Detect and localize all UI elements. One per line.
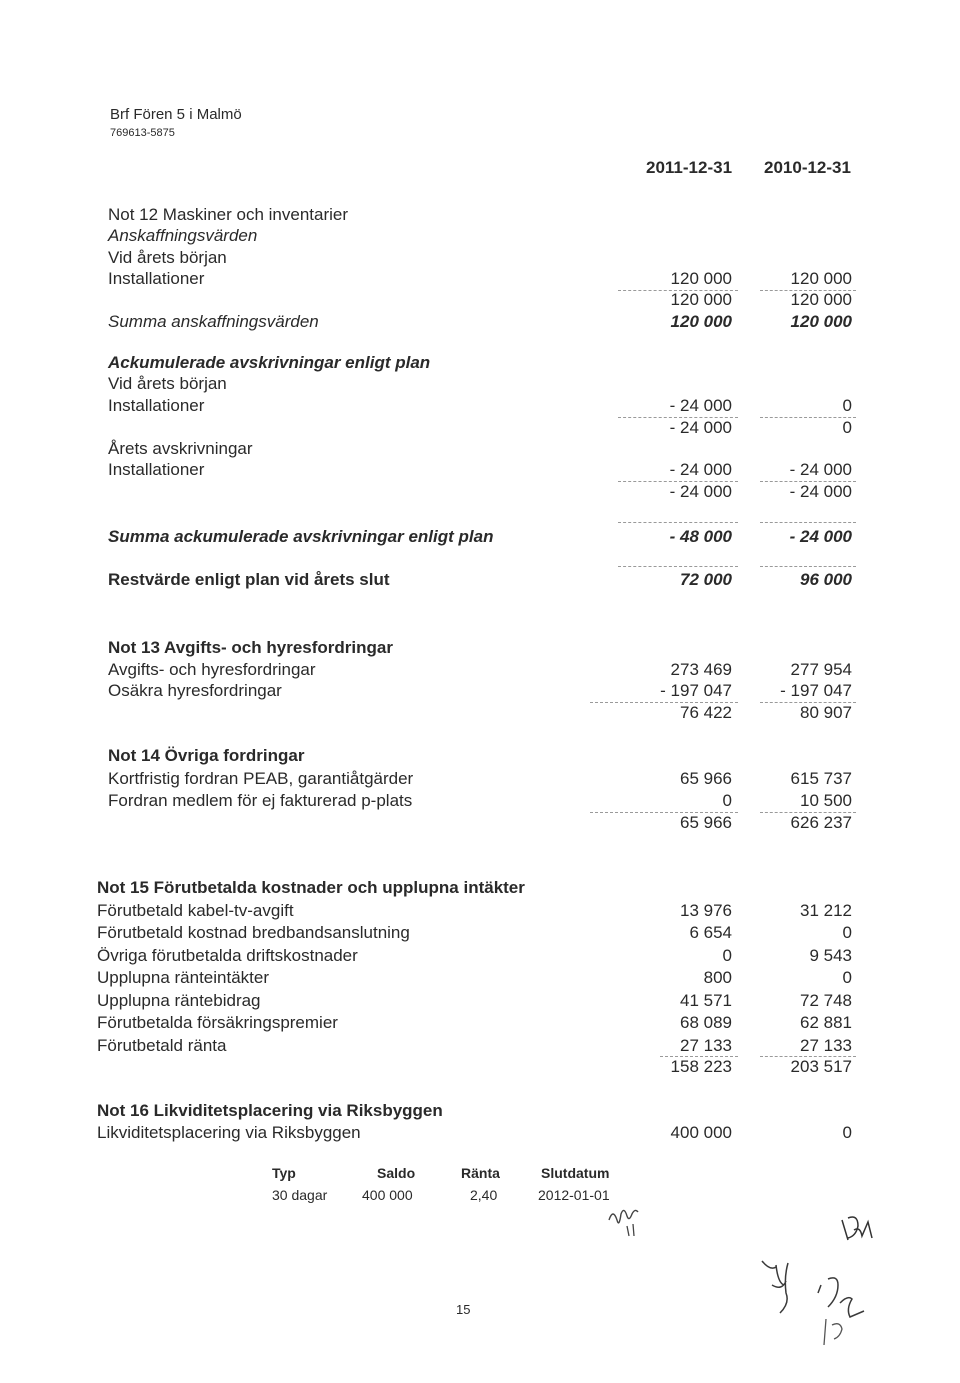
note15-row2-label: Förutbetald kostnad bredbandsanslutning bbox=[97, 923, 410, 942]
note14-row2-label: Fordran medlem för ej fakturerad p-plats bbox=[108, 791, 413, 810]
handwritten-initials-4 bbox=[810, 1263, 880, 1358]
note12-acq-sub-y1: 120 000 bbox=[670, 290, 732, 309]
note12-dep-inst2-label: Installationer bbox=[108, 460, 205, 479]
table-cell-typ: 30 dagar bbox=[272, 1187, 328, 1203]
note15-row2-y2: 0 bbox=[842, 923, 852, 942]
note12-dep-inst1-y2: 0 bbox=[842, 396, 852, 415]
note15-row5-y1: 41 571 bbox=[680, 991, 732, 1010]
note12-dep-sub1-y1: - 24 000 bbox=[669, 418, 732, 437]
note15-row1-y2: 31 212 bbox=[800, 901, 852, 920]
note12-acq-heading: Anskaffningsvärden bbox=[108, 226, 258, 245]
note12-acq-inst-label: Installationer bbox=[108, 269, 205, 288]
note14-row2-y2: 10 500 bbox=[800, 791, 852, 810]
table-cell-ranta: 2,40 bbox=[470, 1187, 498, 1203]
note12-line-g bbox=[618, 522, 738, 523]
note16-row-y1: 400 000 bbox=[670, 1123, 732, 1142]
note12-dep-inst1-label: Installationer bbox=[108, 396, 205, 415]
note12-line-h bbox=[760, 522, 856, 523]
note15-row4-y1: 800 bbox=[703, 968, 732, 987]
note12-dep-inst2-y1: - 24 000 bbox=[669, 460, 732, 479]
note15-row4-y2: 0 bbox=[842, 968, 852, 987]
note14-total-y1: 65 966 bbox=[680, 813, 732, 832]
note12-dep-sub2-y1: - 24 000 bbox=[669, 482, 732, 501]
table-header-slutdatum: Slutdatum bbox=[541, 1165, 610, 1181]
note15-total-y2: 203 517 bbox=[790, 1057, 852, 1076]
note15-row6-label: Förutbetalda försäkringspremier bbox=[97, 1013, 338, 1032]
column-header-2011: 2011-12-31 bbox=[646, 158, 733, 177]
note12-dep-year: Årets avskrivningar bbox=[108, 439, 253, 458]
column-header-2010: 2010-12-31 bbox=[764, 158, 851, 177]
note12-dep-sum-label: Summa ackumulerade avskrivningar enligt plan bbox=[108, 527, 494, 546]
note15-row1-label: Förutbetald kabel-tv-avgift bbox=[97, 901, 294, 920]
note12-dep-inst2-y2: - 24 000 bbox=[789, 460, 852, 479]
table-header-ranta: Ränta bbox=[461, 1165, 500, 1181]
note12-acq-sub-y2: 120 000 bbox=[790, 290, 852, 309]
note13-row2-y1: - 197 047 bbox=[660, 681, 732, 700]
table-header-typ: Typ bbox=[272, 1165, 296, 1181]
note12-residual-y1: 72 000 bbox=[680, 570, 732, 589]
note15-row3-y1: 0 bbox=[722, 946, 732, 965]
note12-title: Not 12 Maskiner och inventarier bbox=[108, 205, 349, 224]
note13-row2-label: Osäkra hyresfordringar bbox=[108, 681, 282, 700]
note12-acq-sum-label: Summa anskaffningsvärden bbox=[108, 312, 319, 331]
note12-residual-y2: 96 000 bbox=[800, 570, 852, 589]
note15-row1-y1: 13 976 bbox=[680, 901, 732, 920]
note15-row5-y2: 72 748 bbox=[800, 991, 852, 1010]
table-cell-slutdatum: 2012-01-01 bbox=[538, 1187, 610, 1203]
note12-acq-inst-y1: 120 000 bbox=[670, 269, 732, 288]
handwritten-initials-3 bbox=[758, 1255, 818, 1330]
note14-row1-y1: 65 966 bbox=[680, 769, 732, 788]
note13-row1-y2: 277 954 bbox=[790, 660, 852, 679]
note12-acq-sum-y2: 120 000 bbox=[790, 312, 852, 331]
note13-row1-label: Avgifts- och hyresfordringar bbox=[108, 660, 316, 679]
organization-number: 769613-5875 bbox=[110, 127, 175, 139]
note12-dep-sub2-y2: - 24 000 bbox=[789, 482, 852, 501]
note13-title: Not 13 Avgifts- och hyresfordringar bbox=[108, 638, 393, 657]
note15-row3-y2: 9 543 bbox=[809, 946, 852, 965]
note12-acq-start: Vid årets början bbox=[108, 248, 227, 267]
note15-row7-y1: 27 133 bbox=[680, 1036, 732, 1055]
note12-dep-inst1-y1: - 24 000 bbox=[669, 396, 732, 415]
table-header-saldo: Saldo bbox=[377, 1165, 416, 1181]
note12-acq-sum-y1: 120 000 bbox=[670, 312, 732, 331]
note12-dep-start: Vid årets början bbox=[108, 374, 227, 393]
note13-row1-y1: 273 469 bbox=[670, 660, 732, 679]
note12-residual-label: Restvärde enligt plan vid årets slut bbox=[108, 570, 390, 589]
note15-row3-label: Övriga förutbetalda driftskostnader bbox=[97, 946, 358, 965]
note12-dep-heading: Ackumulerade avskrivningar enligt plan bbox=[108, 353, 431, 372]
note16-row-label: Likviditetsplacering via Riksbyggen bbox=[97, 1123, 361, 1142]
note16-row-y2: 0 bbox=[842, 1123, 852, 1142]
note12-line-i bbox=[618, 566, 738, 567]
note15-total-y1: 158 223 bbox=[670, 1057, 732, 1076]
note13-total-y1: 76 422 bbox=[680, 703, 732, 722]
note12-line-j bbox=[760, 566, 856, 567]
note12-dep-sum-y1: - 48 000 bbox=[669, 527, 732, 546]
note15-row6-y2: 62 881 bbox=[800, 1013, 852, 1032]
note13-total-y2: 80 907 bbox=[800, 703, 852, 722]
handwritten-initials-1 bbox=[605, 1200, 645, 1245]
note15-row6-y1: 68 089 bbox=[680, 1013, 732, 1032]
page-number: 15 bbox=[456, 1302, 471, 1317]
note12-acq-inst-y2: 120 000 bbox=[790, 269, 852, 288]
note16-title: Not 16 Likviditetsplacering via Riksbyggen bbox=[97, 1101, 443, 1120]
note15-row4-label: Upplupna ränteintäkter bbox=[97, 968, 270, 987]
note12-dep-sub1-y2: 0 bbox=[842, 418, 852, 437]
note14-row1-y2: 615 737 bbox=[790, 769, 852, 788]
note13-row2-y2: - 197 047 bbox=[780, 681, 852, 700]
note15-row7-label: Förutbetald ränta bbox=[97, 1036, 227, 1055]
note12-dep-sum-y2: - 24 000 bbox=[789, 527, 852, 546]
note14-row1-label: Kortfristig fordran PEAB, garantiåtgärder bbox=[108, 769, 414, 788]
handwritten-initials-2 bbox=[838, 1212, 878, 1257]
note15-row2-y1: 6 654 bbox=[689, 923, 732, 942]
note15-row5-label: Upplupna räntebidrag bbox=[97, 991, 261, 1010]
note15-row7-y2: 27 133 bbox=[800, 1036, 852, 1055]
note14-total-y2: 626 237 bbox=[790, 813, 852, 832]
table-cell-saldo: 400 000 bbox=[362, 1187, 413, 1203]
organization-name: Brf Fören 5 i Malmö bbox=[110, 106, 242, 123]
note14-title: Not 14 Övriga fordringar bbox=[108, 746, 305, 765]
note14-row2-y1: 0 bbox=[722, 791, 732, 810]
note15-title: Not 15 Förutbetalda kostnader och upplupna intäkter bbox=[97, 878, 525, 897]
